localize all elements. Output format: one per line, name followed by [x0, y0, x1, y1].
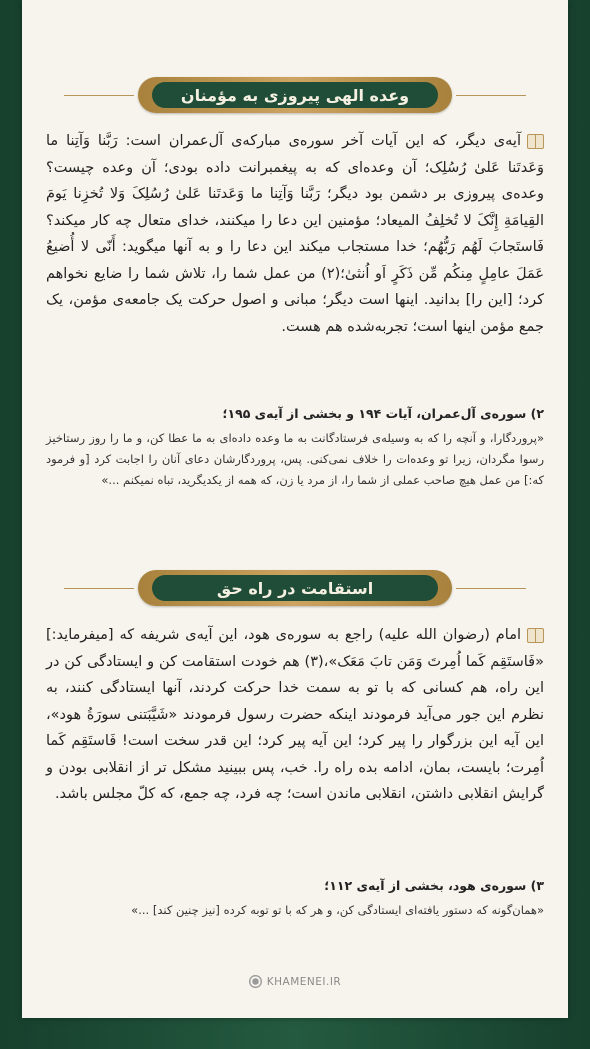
footnote-title: ۲) سوره‌ی آل‌عمران، آیات ۱۹۴ و بخشی از آیه‌ی ۱۹۵؛	[222, 406, 544, 421]
site-name: KHAMENEI.IR	[266, 975, 342, 988]
section-body: آیه‌ی دیگر، که این آیات آخر سوره‌ی مبارکه‌ی آل‌عمران است: رَبَّنا وَآتِنا ما وَعَدتَنا عَلىٰ رُسُلِک؛ آن وعده‌ای که به پیغمبرانت داده بودی؛ آن وعده چیست؟ وعده‌ی پیروزی بر دشمن بود دیگر؛ رَبَّنا وَآتِنا ما وَعَدتَنا عَلىٰ رُسُلِکَ وَلا تُخزِنا یَومَ القِیامَةِ إِنَّکَ لا تُخلِفُ المیعاد؛ مؤمنین این دعا را میکنند، خدای متعال چه کار میکند؟ فَاستَجابَ لَهُم رَبُّهُم؛ خدا مستجاب میکند این دعا را و به آنها میگوید: أَنّی لا أُضیعُ عَمَلَ عامِلٍ مِنکُم مِّن ذَکَرٍ اَو اُنثیٰ؛(۲) من عمل شما را، تلاش شما را ضایع نخواهم کرد؛ [این را] بدانید. اینها است دیگر؛ مبانی و اصول حرکت یک جامعه‌ی مؤمن، یک جمع مؤمن اینها است؛ تجربه‌شده هم هست.	[46, 133, 544, 335]
content-card	[22, 0, 568, 1018]
section-title: استقامت در راه حق	[152, 575, 438, 601]
title-rule-left	[64, 588, 134, 589]
section-body: امام (رضوان الله علیه) راجع به سوره‌ی هود، این آیه‌ی شریفه که [میفرماید:] «فَاستَقِم کَما اُمِرتَ وَمَن تابَ مَعَک»،(۳) هم خودت استقامت کن و ایستادگی کن در این راه، هم کسانی که با تو به سمت خدا حرکت کردند، آنها ایستادگی کنند، به نظرم این جور می‌آید فرمودند اینکه حضرت رسول فرمودند «شَیَّبَتنی سورَةُ هود»، این آیه این بزرگوار را پیر کرد؛ این آیه پیر کرد؛ این قدر سخت است! فَاستَقِم کَما اُمِرت؛ بایست، بمان، ادامه بده راه را. خب، پس ببینید مشکل تر از انقلابی بودن و گرایش انقلابی داشتن، انقلابی ماندن است؛ چه فرد، چه جمع، که کلّ مجلس باشد.	[46, 627, 544, 802]
title-rule-right	[456, 588, 526, 589]
site-logo-icon	[249, 975, 262, 988]
title-rule-left	[64, 95, 134, 96]
book-icon	[527, 134, 544, 149]
footnote-title: ۳) سوره‌ی هود، بخشی از آیه‌ی ۱۱۲؛	[324, 878, 544, 893]
section-paragraph	[46, 128, 544, 340]
title-rule-right	[456, 95, 526, 96]
section-paragraph	[46, 622, 544, 808]
section-title-pill	[138, 77, 452, 113]
section-title: وعده الهی پیروزی به مؤمنان	[152, 82, 438, 108]
section-title-pill	[138, 570, 452, 606]
footnote-text: «پروردگارا، و آنچه را که به وسیله‌ی فرستادگانت به ما وعده داده‌ای به ما عطا کن، و ما را روز رستاخیز رسوا مگردان، زیرا تو وعده‌ات را خلاف نمی‌کنی. پس، پروردگارشان دعای آنان را اجابت کرد [و فرمود که:] من عمل هیچ صاحب عملی از شما را، از مرد یا زن، که همه از یکدیگرید، تباه نمیکنم ...»	[46, 431, 544, 487]
book-icon	[527, 628, 544, 643]
footnote-text: «همان‌گونه که دستور یافته‌ای ایستادگی کن، و هر که با تو توبه کرده [نیز چنین کند] ...»	[131, 903, 544, 917]
footer-logo	[22, 975, 568, 988]
